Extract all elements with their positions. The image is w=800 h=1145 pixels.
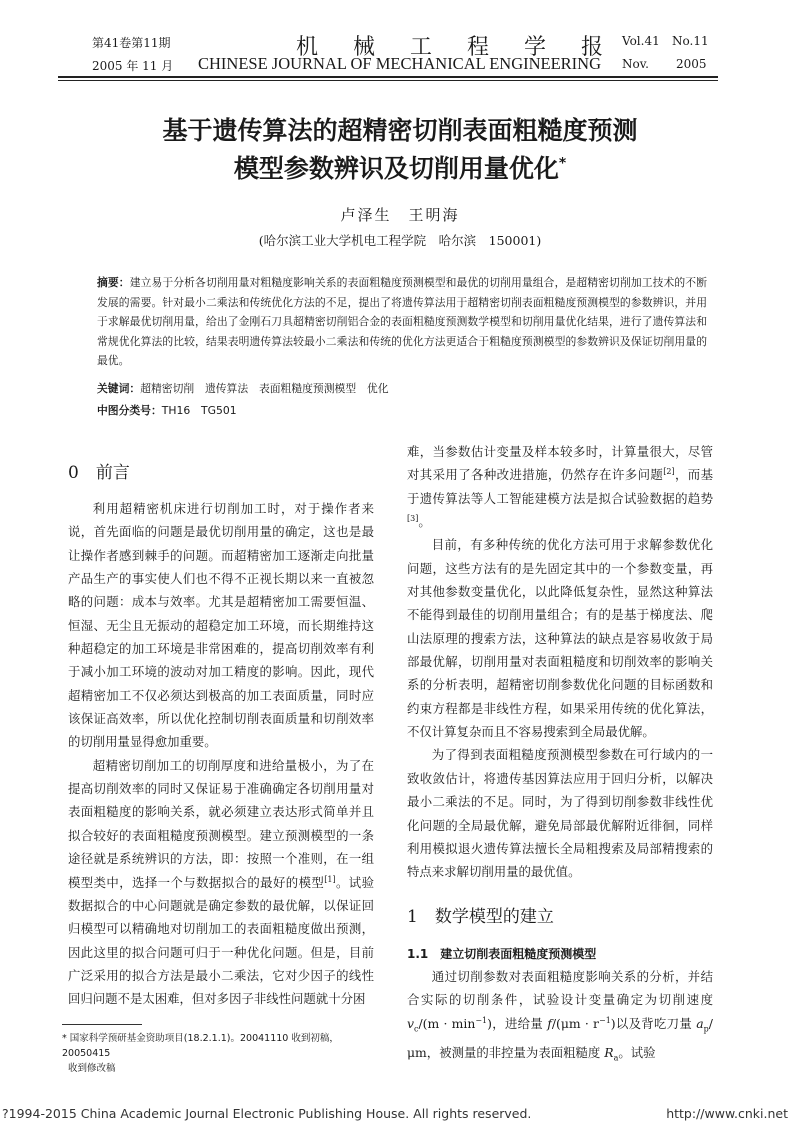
- header-rule-thick: [58, 76, 718, 78]
- right-column: [407, 440, 713, 884]
- paper-title-line2: [0, 150, 800, 188]
- var-r: R: [604, 1044, 614, 1060]
- paper-title-line1: 基于遗传算法的超精密切削表面粗糙度预测: [162, 116, 638, 145]
- var-v-sub: c: [414, 1024, 419, 1034]
- header-rule-thin: [58, 80, 718, 81]
- var-r-sub: a: [613, 1052, 619, 1062]
- intro-paragraph-2: [68, 754, 374, 1011]
- intro-paragraph-4: 为了得到表面粗糙度预测模型参数在可行域内的一致收敛估计，将遗传基因算法应用于回归分析，以解决最小二乘法的不足。同时，为了得到切削参数非线性优化问题的全局最优解，避免局部最优解附近徘徊，同样利用模拟退火遗传算法擅长全局粗搜索及局部精搜索的特点来求解切削用量的最优值。: [407, 747, 713, 880]
- classification-label: 中图分类号：: [97, 404, 162, 417]
- var-v-exp: −1: [475, 1015, 488, 1025]
- header-volume: 第41卷第11期: [92, 36, 171, 50]
- intro-paragraph-3: 目前，有多种传统的优化方法可用于求解参数优化问题，这些方法有的是先固定其中的一个参数变量，再对其他参数变量优化，以此降低复杂性，显然这种算法不能得到最佳的切削用量组合；有的是基于梯度法、爬山法原理的搜索方法，这种算法的缺点是容易收敛于局部最优解，切削用量对表面粗糙度和切削效率的影响关系的分析表明，超精密切削参数优化问题的目标函数和约束方程都是非线性方程，如果采用传统的优化算法，不仅计算复杂而且不容易搜索到全局最优解。: [407, 537, 713, 740]
- left-column: [68, 497, 374, 1011]
- citation-3: [3]: [407, 513, 419, 523]
- header-vol-en: Vol.41: [622, 34, 660, 48]
- s11-text-c: )以及背吃刀量: [610, 1015, 697, 1031]
- journal-title-cn: 机 械 工 程 学 报: [296, 35, 617, 60]
- keywords-label: 关键词：: [97, 382, 141, 395]
- paper-title-line2-text: 模型参数辨识及切削用量优化: [233, 154, 559, 183]
- footnote: [62, 1031, 382, 1076]
- cnki-link[interactable]: http://www.cnki.net: [666, 1106, 788, 1121]
- affiliation: (哈尔滨工业大学机电工程学院 哈尔滨 150001): [258, 233, 542, 248]
- var-f: f: [547, 1015, 552, 1031]
- intro-p2-text-c: 难，当参数估计变量及样本较多时，计算量很大，尽管对其采用了各种改进措施，仍然存在许多问题: [407, 444, 713, 483]
- s11-text-b: )，进给量: [487, 1015, 548, 1031]
- var-a-unit: /μm，被测量的非控量为表面粗糙度: [407, 1015, 713, 1060]
- section-0-heading: 0 前言: [68, 463, 130, 483]
- journal-title-en: CHINESE JOURNAL OF MECHANICAL ENGINEERING: [198, 54, 602, 73]
- section-1-heading: 1 数学模型的建立: [407, 907, 554, 927]
- var-v-unit: /(m · min: [418, 1015, 476, 1031]
- section-1-1-paragraph: [407, 965, 713, 1069]
- keywords: [97, 381, 389, 396]
- copyright-notice: ?1994-2015 China Academic Journal Electronic Publishing House. All rights reserved.: [2, 1106, 532, 1121]
- header-year-en: 2005: [676, 57, 707, 71]
- intro-paragraph-2-continued: [407, 440, 713, 533]
- keywords-text: 超精密切削 遗传算法 表面粗糙度预测模型 优化: [140, 382, 389, 395]
- intro-paragraph-1: 利用超精密机床进行切削加工时，对于操作者来说，首先面临的问题是最优切削用量的确定，这也是最让操作者感到棘手的问题。而超精密加工逐渐走向批量产品生产的事实使人们也不得不正视长期以来一直被忽略的问题：成本与效率。尤其是超精密加工需要恒温、恒湿、无尘且无振动的超稳定加工环境，而长期维持这种超稳定的加工环境是非常困难的，提高切削效率有利于减小加工环境的波动对加工精度的影响。因此，现代超精密加工不仅必须达到极高的加工表面质量，同时应该保证高效率，所以优化控制切削表面质量和切削效率的切削用量显得愈加重要。: [68, 501, 374, 750]
- classification: [97, 403, 237, 418]
- title-footnote-mark: *: [558, 155, 567, 172]
- footnote-rule: [62, 1024, 142, 1025]
- classification-text: TH16 TG501: [161, 404, 237, 417]
- section-1-1-body: [407, 965, 713, 1069]
- citation-1: [1]: [324, 874, 336, 884]
- header-date: 2005 年 11 月: [92, 59, 174, 73]
- intro-p2-text-a: 超精密切削加工的切削厚度和进给量极小，为了在提高切削效率的同时又保证易于准确确定各切削用量对表面粗糙度的影响关系，就必须建立表达形式简单并且拟合较好的表面粗糙度预测模型。建立预测模型的一条途径就是系统辨识的方法，即：按照一个准则，在一组模型类中，选择一个与数据拟合的最好的模型: [68, 757, 374, 890]
- footnote-mark: *: [62, 1033, 67, 1044]
- abstract-text: 建立易于分析各切削用量对粗糙度影响关系的表面粗糙度预测模型和最优的切削用量组合，是超精密切削加工技术的不断发展的需要。针对最小二乘法和传统优化方法的不足，提出了将遗传算法用于超精密切削表面粗糙度预测模型的参数辨识，并用于求解最优切削用量，给出了金刚石刀具超精密切削铝合金的表面粗糙度预测数学模型和切削用量优化结果，进行了遗传算法和常规优化算法的比较，结果表明遗传算法较最小二乘法和传统的优化方法更适合于粗糙度预测模型的参数辨识及保证切削用量的最优。: [97, 276, 707, 367]
- s11-text-a: 通过切削参数对表面粗糙度影响关系的分析，并结合实际的切削条件，试验设计变量确定为切削速度: [407, 969, 713, 1008]
- var-a-sub: p: [703, 1024, 709, 1034]
- header-no-en: No.11: [672, 34, 709, 48]
- intro-p2-text-b: 。试验数据拟合的中心问题就是确定参数的最优解，以保证回归模型可以精确地对切削加工的表面粗糙度做出预测，因此这里的拟合问题可归于一种优化问题。但是，目前广泛采用的拟合方法是最小二乘法，它对少因子的线性回归问题不是太困难，但对多因子非线性问题就十分困: [68, 874, 375, 1007]
- var-v: v: [407, 1015, 414, 1031]
- intro-p2-text-e: 。: [418, 514, 431, 530]
- footnote-line1: 国家科学预研基金资助项目(18.2.1.1)。20041110 收到初稿，20050415: [62, 1033, 339, 1059]
- header-month-en: Nov.: [622, 57, 649, 71]
- var-f-unit: /(μm · r: [551, 1015, 599, 1031]
- intro-p2-text-d: ，而基于遗传算法等人工智能建模方法是拟合试验数据的趋势: [407, 467, 714, 506]
- footnote-line2: 收到修改稿: [68, 1063, 116, 1074]
- s11-text-d: 。试验: [618, 1044, 656, 1060]
- subsection-1-1-heading: 1.1 建立切削表面粗糙度预测模型: [407, 947, 597, 961]
- abstract: [97, 273, 707, 371]
- var-f-exp: −1: [598, 1015, 611, 1025]
- abstract-label: 摘要：: [97, 276, 130, 289]
- var-a: a: [696, 1015, 704, 1031]
- citation-2: [2]: [663, 467, 675, 477]
- authors: 卢泽生 王明海: [340, 206, 460, 224]
